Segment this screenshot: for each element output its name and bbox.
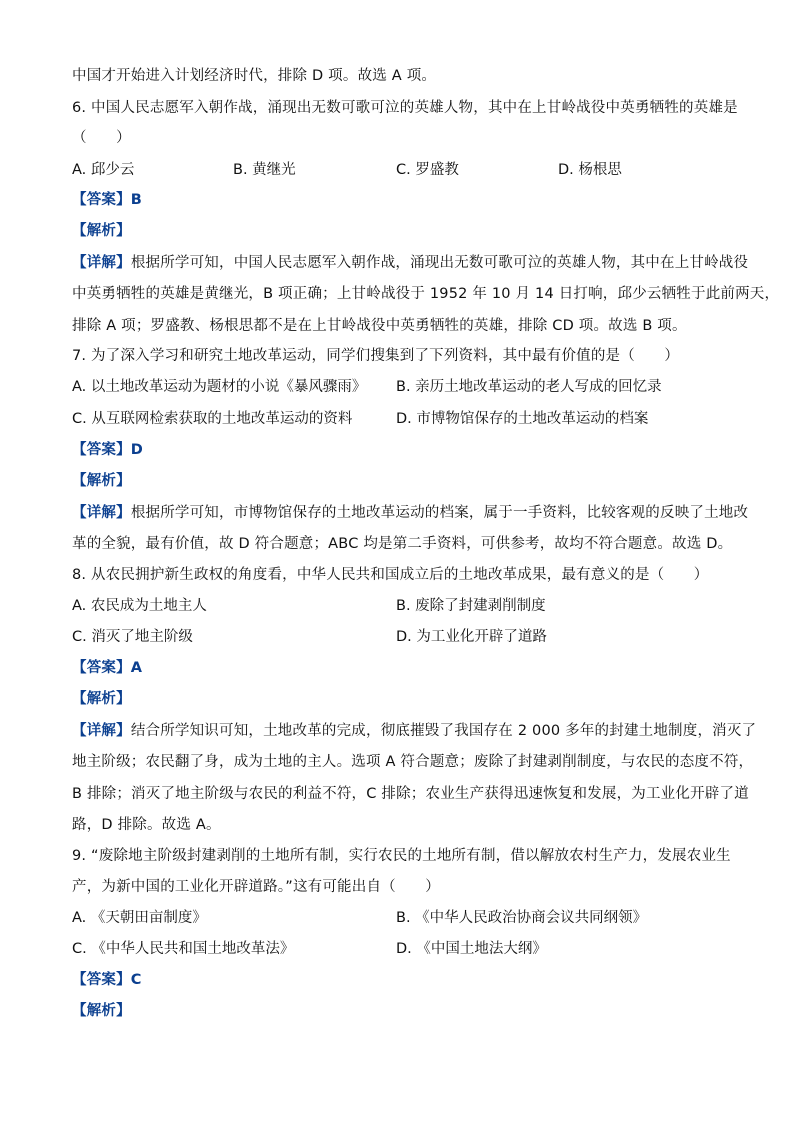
q8-answer: 【答案】A [72,660,143,676]
q8-option-b: B. 废除了封建剥削制度 [396,598,546,614]
q7-option-b: B. 亲历土地改革运动的老人写成的回忆录 [396,379,662,395]
q7-analysis-label: 【解析】 [72,473,131,489]
q6-detail-line-3: 排除 A 项；罗盛教、杨根思都不是在上甘岭战役中英勇牺牲的英雄，排除 CD 项。故选 B 项。 [72,318,687,334]
q7-answer: 【答案】D [72,442,144,458]
q6-option-a: A. 邱少云 [72,162,135,178]
q6-option-c: C. 罗盛教 [396,162,459,178]
q7-detail-line-1 [72,503,749,523]
q7-stem: 7. 为了深入学习和研究土地改革运动，同学们搜集到了下列资料，其中最有价值的是（ ） [72,348,680,364]
q6-stem-bracket: （ ） [72,130,131,146]
q8-analysis-label: 【解析】 [72,691,131,707]
q8-option-c: C. 消灭了地主阶级 [72,629,193,645]
q8-detail-line-1 [72,721,757,741]
q8-option-d: D. 为工业化开辟了道路 [396,629,547,645]
q7-option-a: A. 以土地改革运动为题材的小说《暴风骤雨》 [72,379,367,395]
q8-stem: 8. 从农民拥护新生政权的角度看，中华人民共和国成立后的土地改革成果，最有意义的是（ ） [72,567,709,583]
q8-option-a: A. 农民成为土地主人 [72,598,207,614]
q8-detail-text: 结合所学知识可知，土地改革的完成，彻底摧毁了我国存在 2 000 多年的封建土地制度，消灭了 [130,723,757,739]
intro-text: 中国才开始进入计划经济时代，排除 D 项。故选 A 项。 [72,68,437,84]
q6-detail-line-2: 中英勇牺牲的英雄是黄继光，B 项正确；上甘岭战役于 1952 年 10 月 14 日打响，邱少云牺牲于此前两天， [72,286,780,302]
q9-option-a: A. 《天朝田亩制度》 [72,910,207,926]
q9-stem-line-2: 产，为新中国的工业化开辟道路。”这有可能出自（ ） [72,879,440,895]
q9-option-b: B. 《中华人民政治协商会议共同纲领》 [396,910,648,926]
q6-detail-line-1 [72,253,749,273]
q9-stem: 9. “废除地主阶级封建剥削的土地所有制，实行农民的土地所有制，借以解放农村生产力，发展农业生 [72,848,731,864]
q6-detail-text: 根据所学可知，中国人民志愿军入朝作战，涌现出无数可歌可泣的英雄人物，其中在上甘岭战役 [130,255,749,271]
q7-detail-tag: 【详解】 [72,505,131,521]
q9-option-c: C. 《中华人民共和国土地改革法》 [72,941,295,957]
q7-option-c: C. 从互联网检索获取的土地改革运动的资料 [72,411,353,427]
q9-analysis-label: 【解析】 [72,1003,131,1019]
q8-detail-line-4: 路，D 排除。故选 A。 [72,817,221,833]
q7-detail-line-2: 革的全貌，最有价值，故 D 符合题意；ABC 均是第二手资料，可供参考，故均不符合题意。故选 D。 [72,536,733,552]
q6-stem: 6. 中国人民志愿军入朝作战，涌现出无数可歌可泣的英雄人物，其中在上甘岭战役中英勇牺牲的英雄是 [72,100,738,116]
q8-detail-line-3: B 排除；消灭了地主阶级与农民的利益不符，C 排除；农业生产获得迅速恢复和发展，为工业化开辟了道 [72,786,749,802]
q8-detail-line-2: 地主阶级；农民翻了身，成为土地的主人。选项 A 符合题意；废除了封建剥削制度，与农民的态度不符， [72,754,754,770]
q6-analysis-label: 【解析】 [72,223,131,239]
q6-option-d: D. 杨根思 [558,162,622,178]
q7-option-d: D. 市博物馆保存的土地改革运动的档案 [396,411,649,427]
q6-detail-tag: 【详解】 [72,255,131,271]
q7-detail-text: 根据所学可知，市博物馆保存的土地改革运动的档案，属于一手资料，比较客观的反映了土地改 [130,505,749,521]
q9-answer: 【答案】C [72,972,142,988]
q6-answer: 【答案】B [72,192,143,208]
q9-option-d: D. 《中国土地法大纲》 [396,941,547,957]
q8-detail-tag: 【详解】 [72,723,131,739]
q6-option-b: B. 黄继光 [233,162,296,178]
